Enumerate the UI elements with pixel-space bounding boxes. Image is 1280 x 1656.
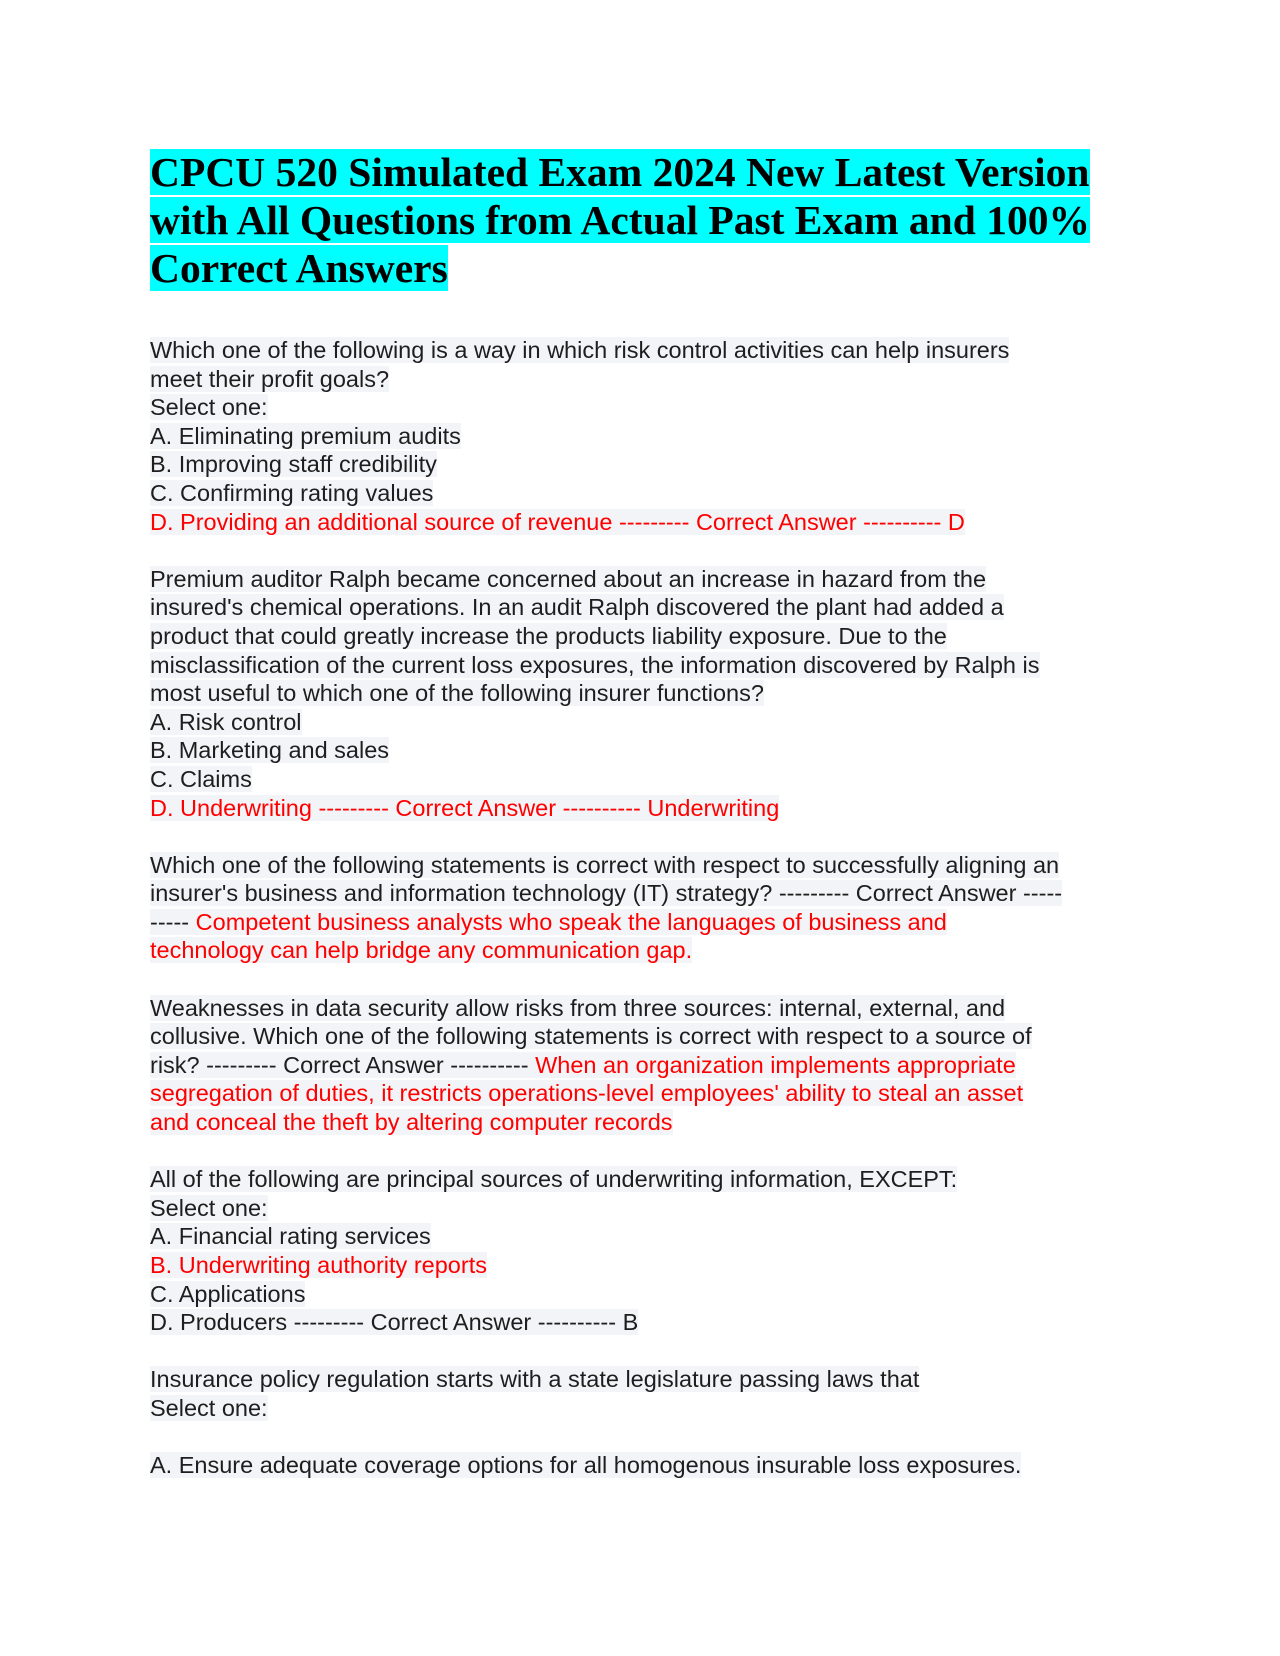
q5-option-c: C. Applications bbox=[150, 1280, 306, 1307]
q4-line: risk? --------- Correct Answer ---------- bbox=[150, 1051, 536, 1078]
title-line-1: CPCU 520 Simulated Exam 2024 New Latest Version bbox=[150, 149, 1090, 195]
title-line-2: with All Questions from Actual Past Exam and 100% bbox=[150, 197, 1090, 243]
q5-option-d: D. Producers --------- Correct Answer ---------- B bbox=[150, 1309, 639, 1336]
q5-option-b-correct: B. Underwriting authority reports bbox=[150, 1252, 487, 1278]
q2-line: insured's chemical operations. In an audit Ralph discovered the plant had added a bbox=[150, 594, 1004, 621]
q1-line: Which one of the following is a way in which risk control activities can help insurers bbox=[150, 337, 1010, 363]
q1-correct-answer: D. Providing an additional source of revenue --------- Correct Answer ---------- D bbox=[150, 508, 965, 535]
q4-line: Weaknesses in data security allow risks from three sources: internal, external, and bbox=[150, 994, 1006, 1021]
q5-line: Select one: bbox=[150, 1194, 268, 1221]
q3-correct-answer: Competent business analysts who speak the languages of business and bbox=[195, 908, 947, 935]
q2-line: product that could greatly increase the products liability exposure. Due to the bbox=[150, 622, 947, 649]
q5-option-a: A. Financial rating services bbox=[150, 1223, 431, 1250]
q6-line: Select one: bbox=[150, 1394, 268, 1421]
question-4 bbox=[150, 994, 1130, 1137]
q3-line: ----- bbox=[150, 908, 196, 935]
question-2 bbox=[150, 565, 1130, 822]
q1-line: meet their profit goals? bbox=[150, 365, 390, 392]
q2-option-c: C. Claims bbox=[150, 765, 252, 792]
title-line-3: Correct Answers bbox=[150, 245, 448, 291]
document-title bbox=[150, 148, 1130, 292]
question-3 bbox=[150, 851, 1130, 965]
q3-correct-answer-cont: technology can help bridge any communication gap. bbox=[150, 937, 693, 964]
q4-correct-answer: When an organization implements appropriate bbox=[535, 1051, 1016, 1078]
q1-option-c: C. Confirming rating values bbox=[150, 479, 434, 506]
q4-correct-answer-cont: and conceal the theft by altering computer records bbox=[150, 1109, 673, 1136]
question-5 bbox=[150, 1165, 1130, 1337]
q2-line: misclassification of the current loss exposures, the information discovered by Ralph is bbox=[150, 651, 1040, 678]
q1-line: Select one: bbox=[150, 394, 268, 421]
q3-line: Which one of the following statements is correct with respect to successfully aligning an bbox=[150, 851, 1060, 878]
q6-line: Insurance policy regulation starts with a state legislature passing laws that bbox=[150, 1366, 920, 1393]
q2-option-b: B. Marketing and sales bbox=[150, 737, 390, 764]
q2-line: Premium auditor Ralph became concerned about an increase in hazard from the bbox=[150, 565, 987, 592]
q2-line: most useful to which one of the following insurer functions? bbox=[150, 680, 764, 707]
document-page bbox=[150, 148, 1130, 1480]
q6-option-a: A. Ensure adequate coverage options for all homogenous insurable loss exposures. bbox=[150, 1452, 1022, 1479]
q1-option-b: B. Improving staff credibility bbox=[150, 451, 437, 478]
q4-line: collusive. Which one of the following statements is correct with respect to a source of bbox=[150, 1023, 1032, 1050]
q1-option-a: A. Eliminating premium audits bbox=[150, 422, 461, 449]
q4-correct-answer-cont: segregation of duties, it restricts operations-level employees' ability to steal an asset bbox=[150, 1080, 1024, 1107]
question-6 bbox=[150, 1365, 1130, 1479]
q2-correct-answer: D. Underwriting --------- Correct Answer ---------- Underwriting bbox=[150, 794, 780, 821]
question-1 bbox=[150, 336, 1130, 536]
q3-line: insurer's business and information technology (IT) strategy? --------- Correct Answer ----- bbox=[150, 880, 1063, 907]
q5-line: All of the following are principal sources of underwriting information, EXCEPT: bbox=[150, 1166, 958, 1193]
q2-option-a: A. Risk control bbox=[150, 708, 302, 735]
